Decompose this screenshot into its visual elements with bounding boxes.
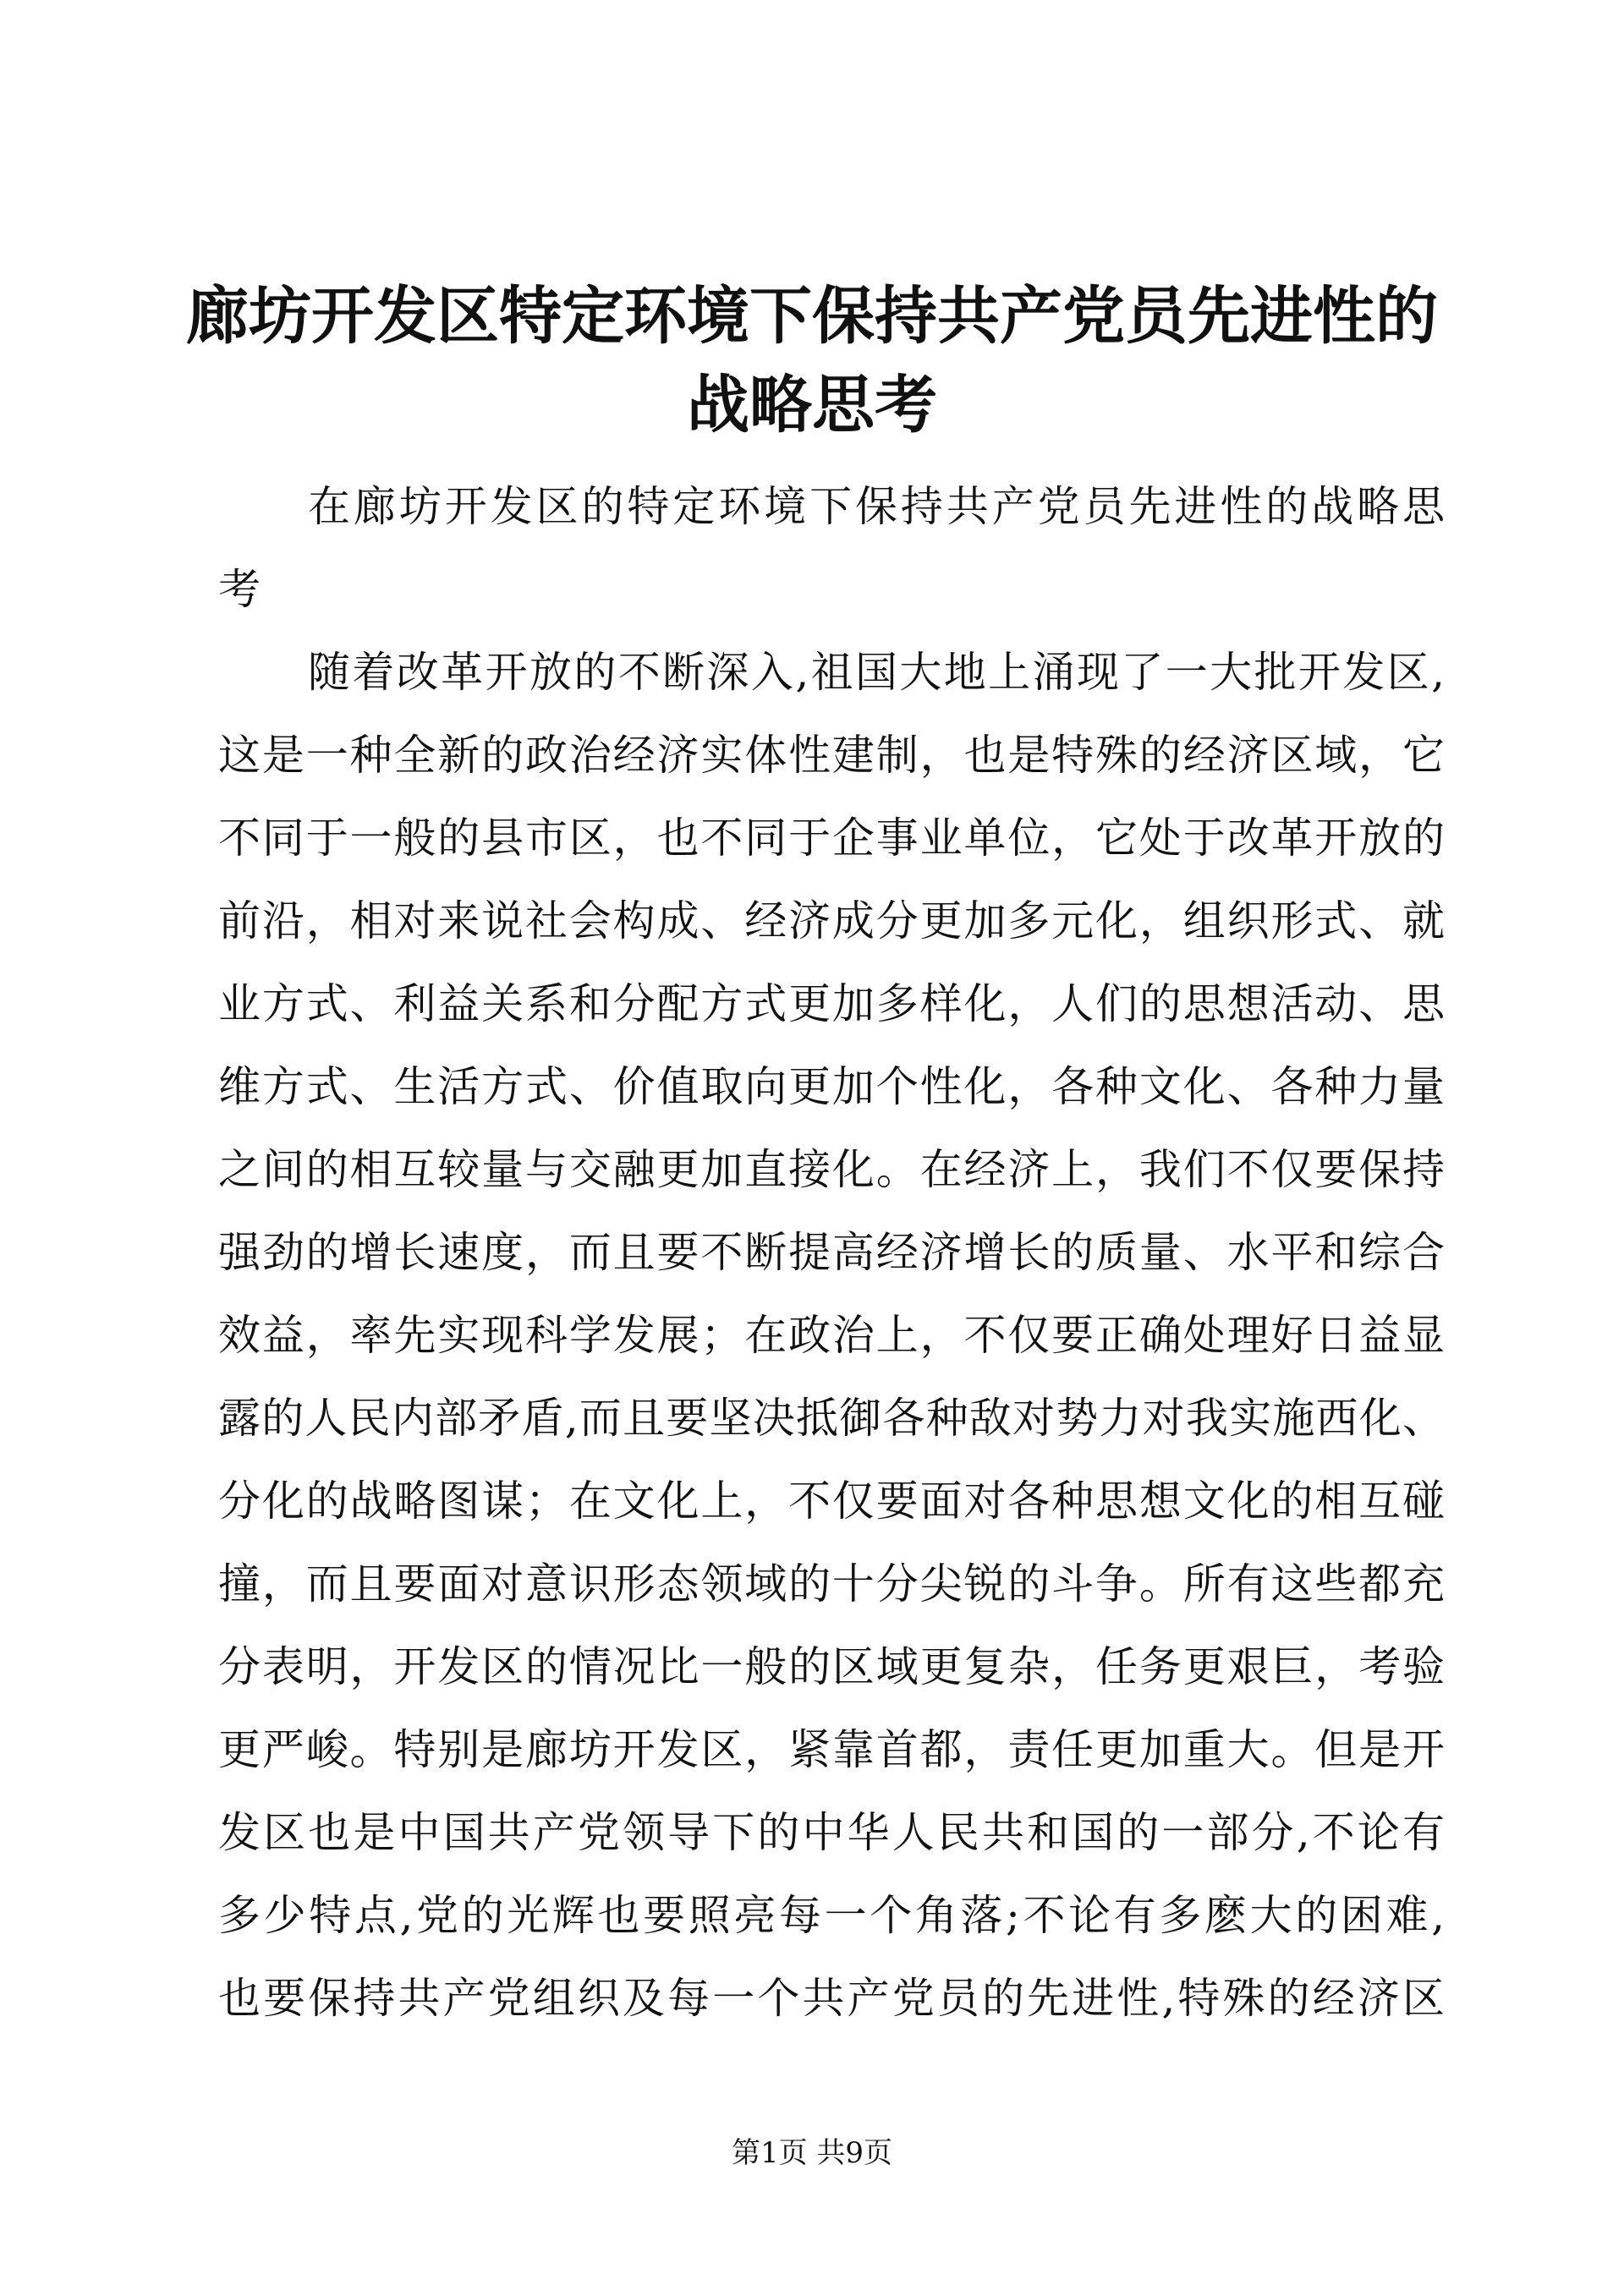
text-line: 效益，率先实现科学发展；在政治上，不仅要正确处理好日益显 xyxy=(218,1311,1445,1360)
text-line: 分表明，开发区的情况比一般的区域更复杂，任务更艰巨，考验 xyxy=(218,1642,1445,1691)
text-line: 更严峻。特别是廊坊开发区，紧靠首都，责任更加重大。但是开 xyxy=(218,1725,1445,1774)
text-line: 强劲的增长速度，而且要不断提高经济增长的质量、水平和综合 xyxy=(218,1228,1445,1277)
text-line: 在廊坊开发区的特定环境下保持共产党员先进性的战略思 xyxy=(308,482,1445,531)
text-line: 之间的相互较量与交融更加直接化。在经济上，我们不仅要保持 xyxy=(218,1145,1445,1194)
document-body xyxy=(218,465,1445,2040)
text-line: 考 xyxy=(218,565,261,614)
paragraph-main xyxy=(218,631,1445,2040)
text-line: 分化的战略图谋；在文化上，不仅要面对各种思想文化的相互碰 xyxy=(218,1477,1445,1526)
text-line: 业方式、利益关系和分配方式更加多样化，人们的思想活动、思 xyxy=(218,979,1445,1028)
text-line: 露的人民内部矛盾,而且要坚决抵御各种敌对势力对我实施西化、 xyxy=(218,1394,1445,1443)
document-title-line-2: 战略思考 xyxy=(687,369,937,441)
text-line: 多少特点,党的光辉也要照亮每一个角落;不论有多麽大的困难, xyxy=(218,1891,1445,1940)
text-line: 不同于一般的县市区，也不同于企事业单位，它处于改革开放的 xyxy=(218,814,1445,863)
text-line: 也要保持共产党组织及每一个共产党员的先进性,特殊的经济区 xyxy=(218,1974,1445,2023)
text-line: 撞，而且要面对意识形态领域的十分尖锐的斗争。所有这些都充 xyxy=(218,1559,1445,1608)
text-line: 随着改革开放的不断深入,祖国大地上涌现了一大批开发区, xyxy=(308,648,1445,697)
paragraph-subtitle xyxy=(218,465,1445,631)
text-line: 这是一种全新的政治经济实体性建制，也是特殊的经济区域，它 xyxy=(218,731,1445,780)
page-number-footer: 第1页 共9页 xyxy=(731,2136,893,2170)
text-line: 维方式、生活方式、价值取向更加个性化，各种文化、各种力量 xyxy=(218,1062,1445,1111)
text-line: 发区也是中国共产党领导下的中华人民共和国的一部分,不论有 xyxy=(218,1808,1445,1857)
document-title-line-1: 廊坊开发区特定环境下保持共产党员先进性的 xyxy=(186,280,1438,353)
text-line: 前沿，相对来说社会构成、经济成分更加多元化，组织形式、就 xyxy=(218,896,1445,945)
